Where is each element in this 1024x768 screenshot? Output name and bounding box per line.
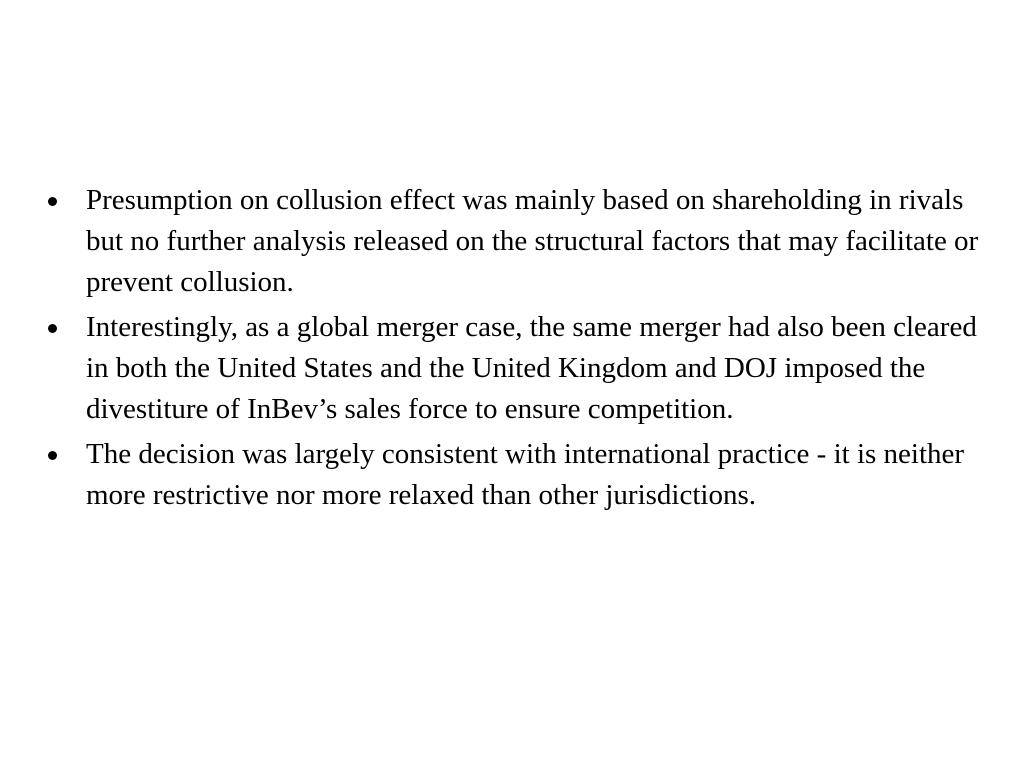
bullet-dot-icon [48,197,57,206]
bullet-text: Presumption on collusion effect was mainly based on shareholding in rivals but no further analysis released on the structural factors that may facilitate or prevent collusion. [86,184,979,298]
bullet-text: Interestingly, as a global merger case, the same merger had also been cleared in both the United States and the United Kingdom and DOJ imposed the divestiture of InBev’s sales force to ensure competition. [86,311,977,425]
bullet-text: The decision was largely consistent with international practice - it is neither more restrictive nor more relaxed than other jurisdictions. [86,438,965,511]
bullet-item [40,307,1000,430]
bullet-dot-icon [48,451,57,460]
bullet-item [40,434,1000,516]
bullet-list [40,180,1000,520]
bullet-dot-icon [48,324,57,333]
bullet-item [40,180,1000,303]
